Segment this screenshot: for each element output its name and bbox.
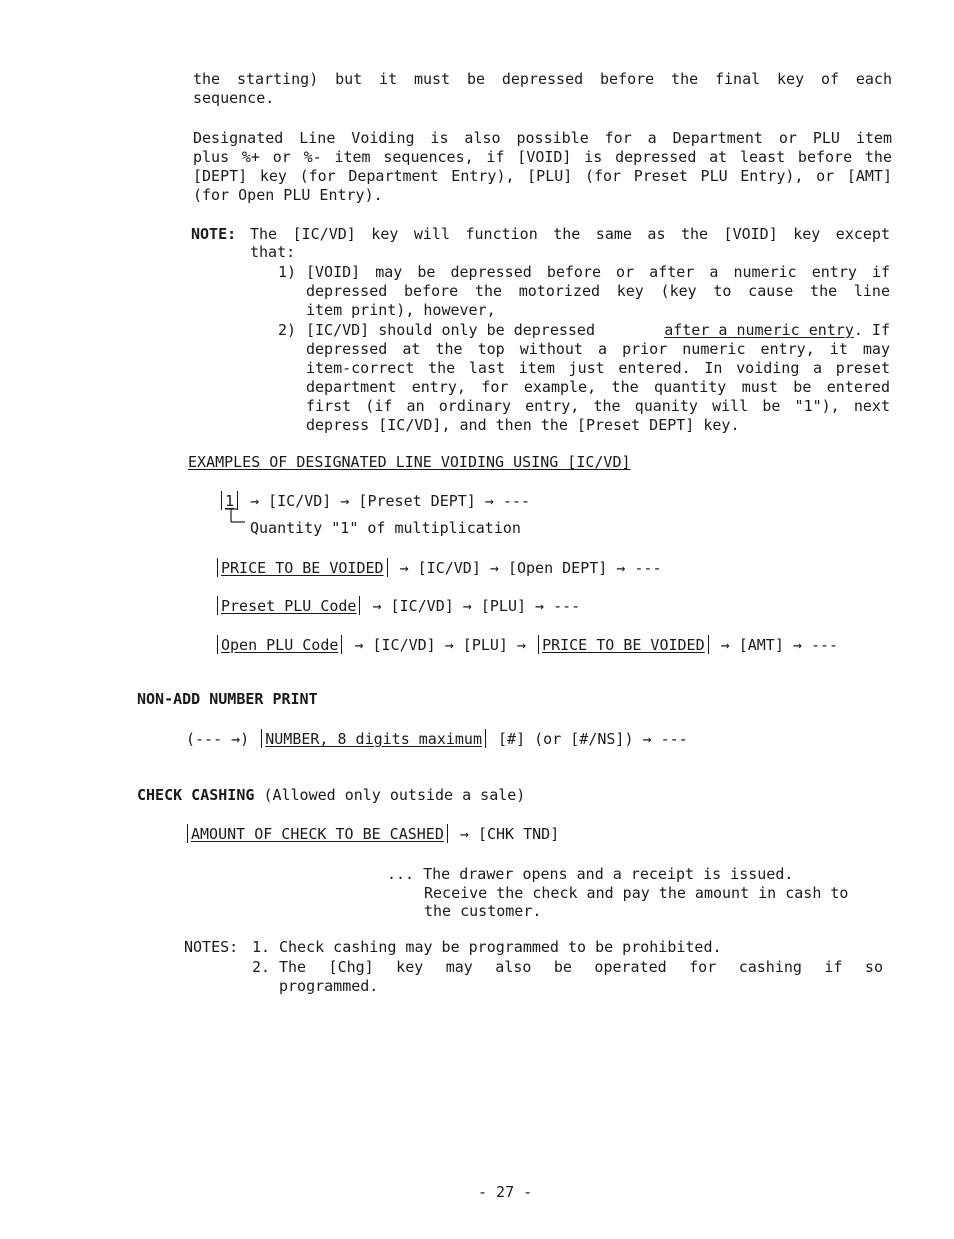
note-item-2-line-5: first (if an ordinary entry, the quanity will be "1"), next [306,397,890,415]
example-4 [214,635,838,655]
note-item-1-line-1: [VOID] may be depressed before or after a numeric entry if [306,263,890,281]
intro-line-2: sequence. [193,89,275,107]
example-1 [218,491,530,511]
bracket-connector-icon [225,508,247,530]
non-add-heading: NON-ADD NUMBER PRINT [137,690,318,708]
note-line-2: that: [250,243,296,261]
check-box: AMOUNT OF CHECK TO BE CASHED [191,825,444,843]
example-4-box-2: PRICE TO BE VOIDED [542,636,705,654]
note-item-2-first-text: [IC/VD] should only be depressed [306,321,595,339]
note-item-2-line-6: depress [IC/VD], and then the [Preset DEPT] key. [306,416,740,434]
check-desc-line-2: Receive the check and pay the amount in cash to [424,884,849,902]
note-item-2-first-tail: . If [853,321,890,339]
check-heading-line [137,786,525,805]
non-add-sequence [186,729,688,749]
non-add-prefix: (--- →) [186,730,250,748]
notes-item-2-line-2: programmed. [279,977,379,995]
designated-para-line-4: (for Open PLU Entry). [193,186,383,204]
designated-para-line-2: plus %+ or %- item sequences, if [VOID] is depressed at least before the [193,148,892,166]
note-item-2-line-2: depressed at the top without a prior numeric entry, it may [306,340,890,358]
note-item-1-number: 1) [278,263,297,281]
note-item-1-line-2: depressed before the motorized key (key to cause the line [306,282,890,300]
example-3 [214,596,580,616]
notes-item-1: Check cashing may be programmed to be prohibited. [279,938,722,956]
examples-heading: EXAMPLES OF DESIGNATED LINE VOIDING USING [IC/VD] [188,453,631,471]
check-desc-line-1: ... The drawer opens and a receipt is issued. [387,865,794,883]
note-item-2-line-3: item-correct the last item just entered. In voiding a preset [306,359,890,377]
example-2-sequence: → [IC/VD] → [Open DEPT] → --- [399,559,662,577]
notes-item-2-line-1: The [Chg] key may also be operated for cashing if so [279,958,883,976]
notes-item-1-number: 1. [252,938,271,956]
example-4-box: Open PLU Code [221,636,339,654]
note-line-1: The [IC/VD] key will function the same as the [VOID] key except [250,225,890,243]
designated-para-line-3: [DEPT] key (for Department Entry), [PLU] (for Preset PLU Entry), or [AMT] [193,167,892,185]
example-1-box: 1 [225,492,235,510]
page-number: - 27 - [478,1183,533,1201]
example-3-sequence: → [IC/VD] → [PLU] → --- [372,597,581,615]
notes-item-2-number: 2. [252,958,271,976]
example-1-sequence: → [IC/VD] → [Preset DEPT] → --- [250,492,531,510]
example-4-sequence-mid: → [IC/VD] → [PLU] → [354,636,527,654]
note-item-2-emphasis: after a numeric entry [664,321,854,339]
note-item-1-line-3: item print), however, [306,301,496,319]
check-heading: CHECK CASHING [137,786,255,804]
check-desc-line-3: the customer. [424,902,542,920]
example-1-note: Quantity "1" of multiplication [250,519,521,537]
example-4-sequence-end: → [AMT] → --- [720,636,839,654]
designated-para-line-1: Designated Line Voiding is also possible for a Department or PLU item [193,129,892,147]
note-label: NOTE: [191,225,237,243]
intro-line-1: the starting) but it must be depressed before the final key of each [193,70,892,88]
check-keys: → [CHK TND] [459,825,560,843]
check-sequence [184,824,559,844]
check-heading-note: (Allowed only outside a sale) [263,786,526,804]
example-2-box: PRICE TO BE VOIDED [221,559,384,577]
note-item-2-number: 2) [278,321,297,339]
note-item-2-line-4: department entry, for example, the quantity must be entered [306,378,890,396]
example-3-box: Preset PLU Code [221,597,357,615]
non-add-keys: [#] (or [#/NS]) → --- [498,730,688,748]
example-2 [214,558,662,578]
non-add-box: NUMBER, 8 digits maximum [265,730,482,748]
notes-label: NOTES: [184,938,239,956]
note-item-2-line-1 [306,321,890,340]
